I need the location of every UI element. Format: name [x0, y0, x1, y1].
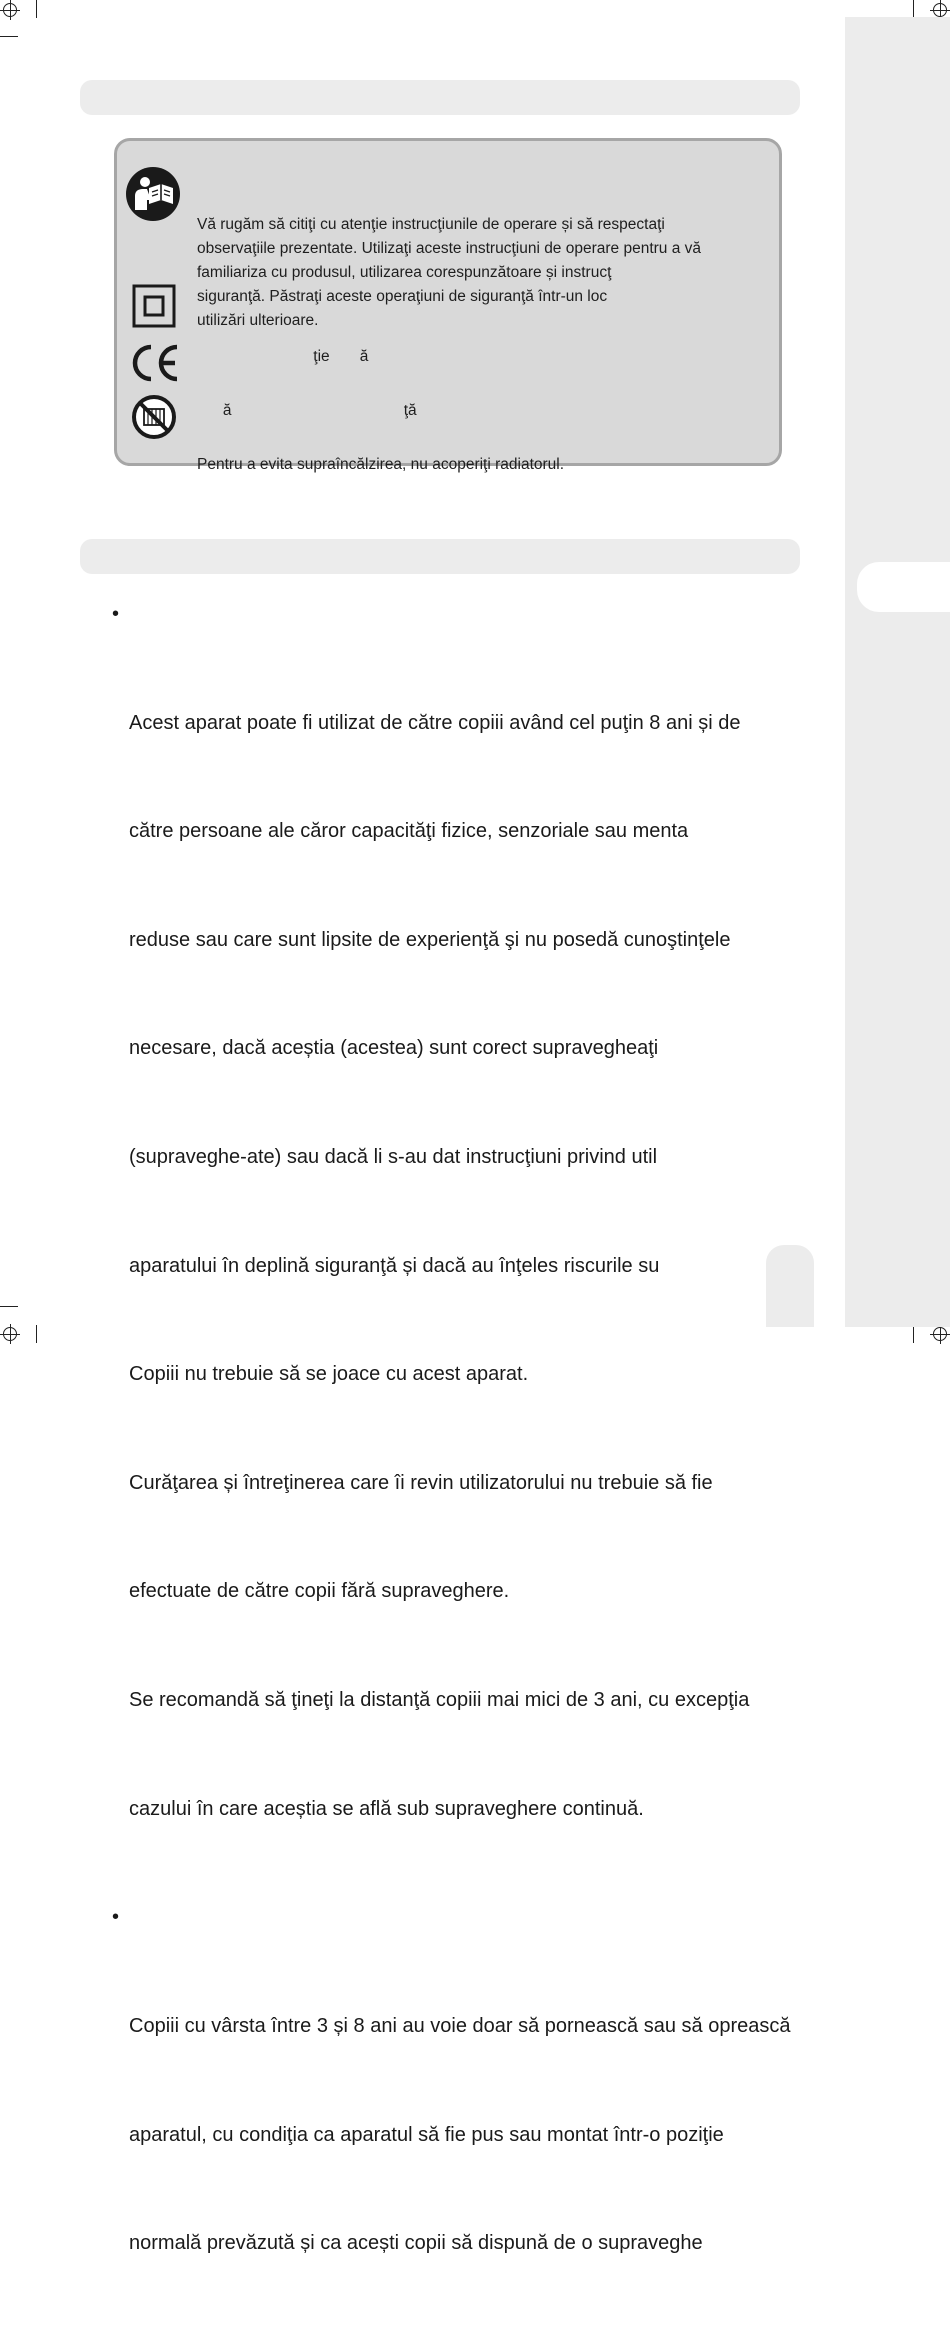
registration-mark-icon	[933, 3, 947, 17]
symbols-box	[114, 138, 782, 473]
text-line: utilizări ulterioare.	[197, 312, 319, 329]
list-item	[112, 1899, 802, 2333]
text-line: necesare, dacă aceștia (acestea) sunt corect supravegheaţi	[129, 1037, 659, 1060]
double-insulation-icon	[132, 284, 176, 328]
text-line: cazului în care aceștia se află sub supraveghere continuă.	[129, 1797, 644, 1820]
bullet-dot: •	[112, 1906, 120, 1929]
text-line: Copiii nu trebuie să se joace cu acest aparat.	[129, 1363, 529, 1386]
registration-mark-icon	[3, 3, 17, 17]
crop-mark	[36, 1325, 37, 1343]
section-header-bar	[80, 539, 800, 574]
crop-mark	[913, 0, 914, 18]
text-line: normală prevăzută și ca acești copii să dispună de o supraveghe	[129, 2232, 703, 2255]
crop-mark	[0, 1306, 18, 1307]
section-header-bar	[80, 80, 800, 115]
do-not-cover-icon	[131, 394, 177, 440]
safety-instructions	[112, 596, 802, 2334]
registration-mark-icon	[933, 1327, 947, 1341]
text-line: familiariza cu produsul, utilizarea corespunzătoare și instrucţ	[197, 264, 612, 281]
text-line: Curăţarea și întreţinerea care îi revin utilizatorului nu trebuie să fie	[129, 1471, 713, 1494]
text-line: Acest aparat poate fi utilizat de către copiii având cel puţin 8 ani și de	[129, 711, 741, 734]
text-line: aparatului în deplină siguranţă și dacă au înţeles riscurile su	[129, 1254, 660, 1277]
text-line: Copiii cu vârsta între 3 și 8 ani au voie doar să pornească sau să oprească	[129, 2014, 791, 2037]
bullet-dot: •	[112, 603, 120, 625]
text-line: Se recomandă să ţineţi la distanţă copiii mai mici de 3 ani, cu excepţia	[129, 1689, 750, 1712]
list-item	[112, 596, 802, 1899]
text-line: siguranţă. Păstraţi aceste operaţiuni de siguranţă într-un loc	[197, 288, 608, 305]
text-line: ţie ă	[197, 348, 369, 365]
text-line: ă ţă	[197, 402, 417, 419]
text-line: aparatul, cu condiţia ca aparatul să fie pus sau montat într-o poziţie	[129, 2123, 724, 2146]
symbol-text-cover	[197, 405, 564, 525]
crop-mark	[36, 0, 37, 18]
registration-mark-icon	[3, 1327, 17, 1341]
text-line: (supraveghe-ate) sau dacă li s-au dat instrucţiuni privind util	[129, 1146, 658, 1169]
text-line: Pentru a evita supraîncălzirea, nu acoperiţi radiatorul.	[197, 456, 565, 473]
text-line: efectuate de către copii fără supraveghere.	[129, 1580, 510, 1603]
language-side-tab	[857, 562, 950, 612]
manual-reader-icon	[125, 166, 181, 222]
crop-mark	[0, 36, 18, 37]
side-band	[845, 17, 950, 1327]
text-line: observaţiile prezentate. Utilizaţi aceste instrucţiuni de operare pentru a vă	[197, 240, 702, 257]
crop-mark	[913, 1325, 914, 1343]
text-line: Vă rugăm să citiţi cu atenţie instrucţiunile de operare și să respectaţi	[197, 216, 665, 233]
ce-mark-icon	[127, 343, 181, 383]
text-line: către persoane ale căror capacităţi fizice, senzoriale sau menta	[129, 820, 689, 843]
text-line: reduse sau care sunt lipsite de experienţă şi nu posedă cunoştinţele	[129, 928, 731, 951]
